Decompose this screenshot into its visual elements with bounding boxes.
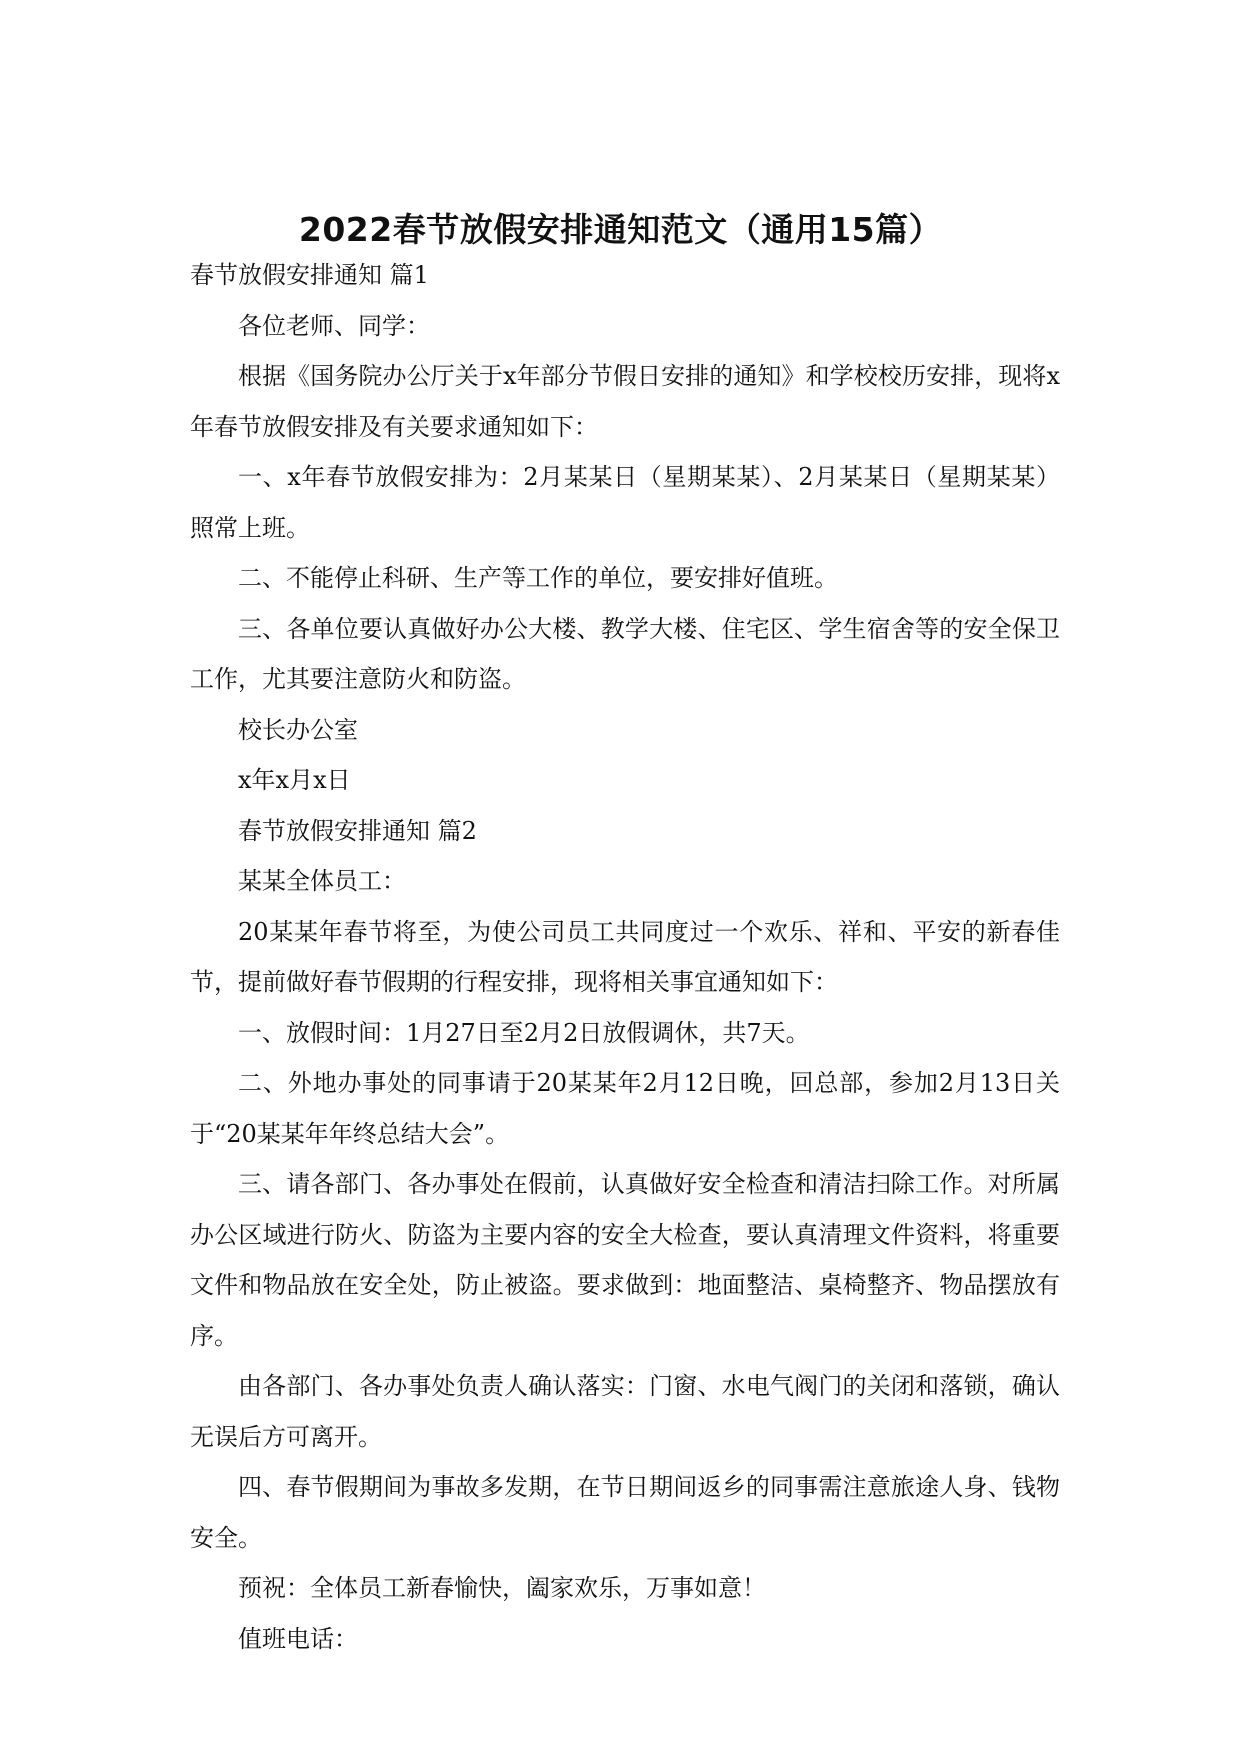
paragraph-item-2-3: 三、请各部门、各办事处在假前，认真做好安全检查和清洁扫除工作。对所属办公区域进行防火、防盗为主要内容的安全大检查，要认真清理文件资料，将重要文件和物品放在安全处，防止被盗。要求做到：地面整洁、桌椅整齐、物品摆放有序。: [190, 1170, 1060, 1350]
salutation-2: 某某全体员工：: [238, 867, 406, 895]
signature-date: x年x月x日: [238, 766, 351, 794]
duty-phone: 值班电话：: [238, 1624, 358, 1653]
document-title: 2022春节放假安排通知范文（通用15篇）: [298, 210, 943, 250]
paragraph-item-2-1: 一、放假时间：1月27日至2月2日放假调休，共7天。: [238, 1018, 810, 1047]
paragraph-item-2-4: 四、春节假期间为事故多发期，在节日期间返乡的同事需注意旅途人身、钱物安全。: [190, 1473, 1060, 1552]
paragraph-item-2-2: 二、外地办事处的同事请于20某某年2月12日晚，回总部，参加2月13日关于“20某某年年终总结大会”。: [190, 1069, 1060, 1148]
paragraph-item-1-1: 一、x年春节放假安排为：2月某某日（星期某某）、2月某某日（星期某某）照常上班。: [190, 463, 1060, 542]
paragraph-intro-1: 根据《国务院办公厅关于x年部分节假日安排的通知》和学校校历安排，现将x年春节放假安排及有关要求通知如下：: [190, 362, 1060, 441]
closing-wishes: 预祝：全体员工新春愉快，阖家欢乐，万事如意！: [238, 1574, 766, 1602]
document-body: [190, 250, 1060, 1664]
paragraph-item-1-2: 二、不能停止科研、生产等工作的单位，要安排好值班。: [238, 564, 838, 592]
section-heading-2: 春节放假安排通知 篇2: [238, 816, 477, 845]
signature-office: 校长办公室: [238, 715, 358, 744]
paragraph-intro-2: 20某某年春节将至，为使公司员工共同度过一个欢乐、祥和、平安的新春佳节，提前做好春节假期的行程安排，现将相关事宜通知如下：: [190, 917, 1060, 996]
section-heading-1: 春节放假安排通知 篇1: [190, 261, 429, 289]
paragraph-item-1-3: 三、各单位要认真做好办公大楼、教学大楼、住宅区、学生宿舍等的安全保卫工作，尤其要注意防火和防盗。: [190, 614, 1060, 693]
paragraph-item-2-3-continued: 由各部门、各办事处负责人确认落实：门窗、水电气阀门的关闭和落锁，确认无误后方可离开。: [190, 1372, 1060, 1451]
salutation-1: 各位老师、同学：: [238, 311, 430, 340]
